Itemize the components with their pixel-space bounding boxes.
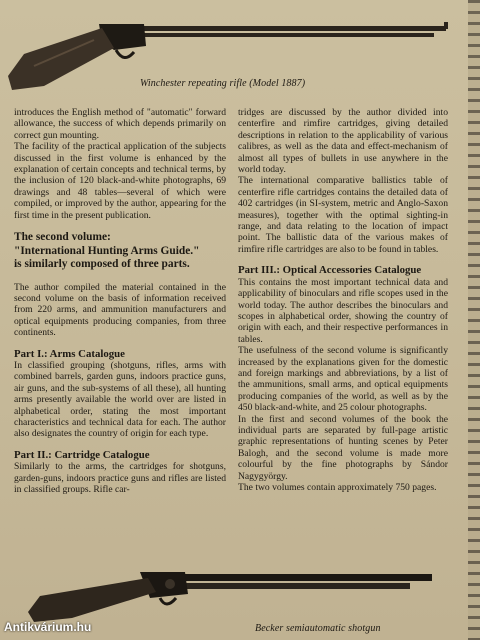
paragraph: The author compiled the material contained in the second volume on the basis of information received from 220 arms, and ammunition manufacturers and optical equipments producing companies, from three continents. [14, 281, 226, 339]
paragraph: In classified grouping (shotguns, rifles, arms with combined barrels, garden guns, indoors practice guns, air guns, and the sub-systems of all these), all hunting arms presently available the world over are listed in alphabetical order, stating the most important characteristics and technical data for each. The author also designates the country of origin for each type. [14, 360, 226, 440]
part-one-heading: Part I.: Arms Catalogue [14, 347, 125, 360]
part-two-heading: Part II.: Cartridge Catalogue [14, 448, 150, 461]
watermark-text: Antikvárium.hu [4, 620, 92, 634]
second-volume-heading: The second volume: [14, 231, 111, 244]
paragraph: tridges are discussed by the author divided into centerfire and rimfire cartridges, giving detailed descriptions in relation to the applicability of various calibres, as well as the data and effect-mechanism of almost all types of bullets in use anywhere in the world today. [238, 107, 448, 176]
paragraph: introduces the English method of "automatic" forward allowance, the success of which depends primarily on correct gun mounting. [14, 107, 226, 141]
right-column [238, 107, 448, 493]
paragraph: In the first and second volumes of the book the individual parts are separated by full-page artistic graphic representations of hunting scenes by Peter Balogh, and the second volume is made more colourful by the fine photographs by Sándor Nagygyörgy. [238, 413, 448, 482]
left-column [14, 107, 226, 495]
paragraph: This contains the most important technical data and applicability of binoculars and rifle scopes used in the world today. The author describes the binoculars and scopes in alphabetical order, showing the country of origin with each, and their respective performances in tables. [238, 276, 448, 345]
second-volume-subheading: is similarly composed of three parts. [14, 258, 190, 271]
top-image-caption: Winchester repeating rifle (Model 1887) [140, 78, 306, 89]
second-volume-title: "International Hunting Arms Guide." [14, 244, 200, 257]
paragraph: Similarly to the arms, the cartridges for shotguns, garden-guns, indoors practice guns and rifles are listed in classified groups. Rifle car- [14, 461, 226, 496]
becker-shotgun-illustration [20, 560, 440, 622]
paragraph: The two volumes contain approximately 750 pages. [238, 482, 437, 493]
paragraph: The usefulness of the second volume is significantly increased by the explanations given for the domestic and foreign markings and abbreviations, by a list of the ammunitions, small arms, and optical equipments producing companies of the world, as well as by the 450 black-and-white, and 25 colour photographs. [238, 345, 448, 414]
paragraph: The facility of the practical application of the subjects discussed in the first volume is enhanced by the explanation of certain concepts and technical terms, by the inclusion of 120 black-and-white photographs, 69 drawings and 48 tables—several of which were compiled, or improved by the author, appearing for the first time in the present publication. [14, 141, 226, 221]
bottom-image-caption: Becker semiautomatic shotgun [255, 623, 381, 634]
paragraph: The international comparative ballistics table of centerfire rifle cartridges contains the detailed data of 402 cartridges (in SI-system, metric and Anglo-Saxon measures), together with the optimal sighting-in range, and data relating to the location of impact point. The ballistic data of the various makes of rimfire rifle cartridges are also to be found in tables. [238, 175, 448, 255]
part-three-heading: Part III.: Optical Accessories Catalogue [238, 264, 422, 277]
spiral-binding [468, 0, 480, 640]
